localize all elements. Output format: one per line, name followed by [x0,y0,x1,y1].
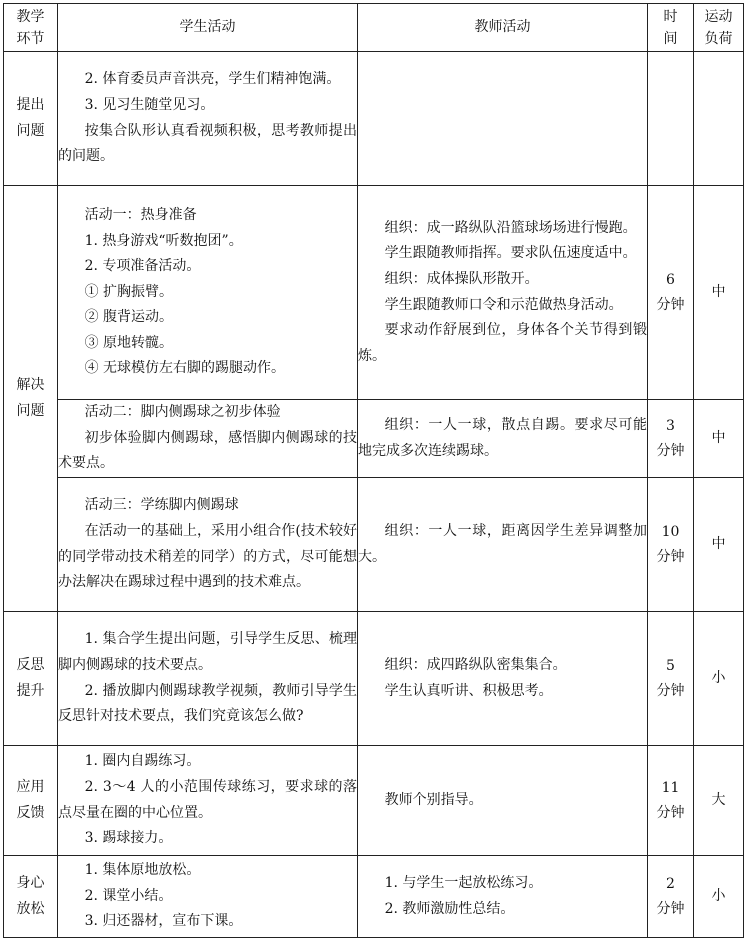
teacher-relax-line: 2. 教师激励性总结。 [384,900,515,917]
teacher-solve-1-line: 要求动作舒展到位，身体各个关节得到锻炼。 [358,322,647,364]
row-reflect [4,612,744,746]
row-solve-1 [4,186,744,400]
student-apply-line: 3. 踢球接力。 [84,830,173,847]
load-solve-3: 中 [694,478,744,612]
student-reflect-line: 2. 播放脚内侧踢球教学视频，教师引导学生反思针对技术要点，我们究竟该怎么做? [58,682,357,725]
student-ask [58,52,358,186]
student-solve-1-line: ① 扩胸振臂。 [84,283,174,300]
header-stage-line2: 环节 [16,30,45,47]
load-apply: 大 [694,746,744,856]
row-solve-3 [4,478,744,612]
stage-reflect [4,612,58,746]
time-relax [648,856,694,938]
teacher-solve-1 [358,186,648,400]
teacher-solve-1-line: 组织：成体操队形散开。 [384,270,539,287]
time-value: 6 [666,271,675,288]
load-relax: 小 [694,856,744,938]
teacher-reflect [358,612,648,746]
header-load-line2: 负荷 [704,30,733,47]
stage-apply [4,746,58,856]
time-ask [648,52,694,186]
time-unit: 分钟 [656,804,685,821]
student-solve-1 [58,186,358,400]
teacher-reflect-line: 组织：成四路纵队密集集合。 [384,656,567,673]
student-relax-line: 2. 课堂小结。 [84,887,173,904]
time-reflect [648,612,694,746]
student-solve-3-line: 在活动一的基础上，采用小组合作(技术较好的同学带动技术稍差的同学）的方式，尽可能想办法解决在踢球过程中遇到的技术难点。 [58,522,357,591]
teacher-solve-2-line: 组织：一人一球，散点自踢。要求尽可能地完成多次连续踢球。 [358,416,647,459]
teacher-apply [358,746,648,856]
row-solve-2 [4,400,744,478]
student-ask-line: 按集合队形认真看视频积极，思考教师提出的问题。 [58,122,357,165]
load-solve-1: 中 [694,186,744,400]
row-apply [4,746,744,856]
student-relax-line: 3. 归还器材，宣布下课。 [84,913,243,930]
stage-solve-line2: 问题 [16,402,45,419]
student-relax-line: 1. 集体原地放松。 [84,862,201,879]
student-solve-1-line: 活动一：热身准备 [84,206,197,223]
student-solve-3 [58,478,358,612]
stage-ask-line2: 问题 [16,122,45,139]
header-load [694,4,744,52]
time-solve-3 [648,478,694,612]
student-reflect-line: 1. 集合学生提出问题，引导学生反思、梳理脚内侧踢球的技术要点。 [58,631,357,673]
student-solve-1-line: 1. 热身游戏“听数抱团”。 [84,232,243,249]
student-relax [58,856,358,938]
time-unit: 分钟 [656,296,685,313]
time-value: 2 [666,875,675,892]
teacher-solve-2 [358,400,648,478]
stage-relax-line1: 身心 [16,874,45,891]
time-unit: 分钟 [656,900,685,917]
stage-solve [4,186,58,612]
time-apply [648,746,694,856]
header-time [648,4,694,52]
stage-ask-line1: 提出 [16,96,45,113]
stage-apply-line1: 应用 [16,778,45,795]
stage-reflect-line1: 反思 [16,656,45,673]
student-solve-2-line: 初步体验脚内侧踢球，感悟脚内侧踢球的技术要点。 [58,429,357,472]
time-unit: 分钟 [656,548,685,565]
time-unit: 分钟 [656,442,685,459]
student-solve-1-line: ② 腹背运动。 [84,309,174,326]
student-ask-line: 2. 体育委员声音洪亮，学生们精神饱满。 [84,71,341,88]
stage-relax-line2: 放松 [16,900,45,917]
header-row [4,4,744,52]
teacher-solve-1-line: 学生跟随教师指挥。要求队伍速度适中。 [384,245,637,262]
header-stage-line1: 教学 [16,8,45,25]
teacher-reflect-line: 学生认真听讲、积极思考。 [384,682,553,699]
teacher-relax [358,856,648,938]
header-load-line1: 运动 [704,8,733,25]
teacher-apply-line: 教师个别指导。 [384,791,483,808]
time-value: 5 [666,657,675,674]
header-time-line1: 时 [663,8,678,25]
load-ask [694,52,744,186]
teacher-relax-line: 1. 与学生一起放松练习。 [384,874,543,891]
stage-apply-line2: 反馈 [16,804,45,821]
student-solve-1-line: ④ 无球模仿左右脚的踢腿动作。 [84,360,286,377]
teacher-ask [358,52,648,186]
student-solve-1-line: 2. 专项准备活动。 [84,258,201,275]
load-reflect: 小 [694,612,744,746]
student-solve-2 [58,400,358,478]
header-stage [4,4,58,52]
stage-solve-line1: 解决 [16,376,45,393]
load-solve-2: 中 [694,400,744,478]
time-value: 10 [661,523,680,540]
row-ask [4,52,744,186]
time-value: 11 [661,779,680,796]
time-unit: 分钟 [656,682,685,699]
student-solve-2-line: 活动二：脚内侧踢球之初步体验 [84,404,281,421]
stage-reflect-line2: 提升 [16,682,45,699]
teacher-solve-1-line: 学生跟随教师口令和示范做热身活动。 [384,296,623,313]
stage-relax [4,856,58,938]
student-ask-line: 3. 见习生随堂见习。 [84,96,215,113]
header-time-line2: 间 [663,30,678,47]
student-reflect [58,612,358,746]
student-apply-line: 1. 圈内自踢练习。 [84,753,201,770]
teacher-solve-3 [358,478,648,612]
time-solve-1 [648,186,694,400]
student-solve-1-line: ③ 原地转髋。 [84,334,174,351]
student-solve-3-line: 活动三：学练脚内侧踢球 [84,497,239,514]
time-value: 3 [666,417,675,434]
header-teacher: 教师活动 [358,4,648,52]
student-apply [58,746,358,856]
header-student: 学生活动 [58,4,358,52]
lesson-plan-table [3,3,744,938]
teacher-solve-1-line: 组织：成一路纵队沿篮球场场进行慢跑。 [384,219,637,236]
stage-ask [4,52,58,186]
student-apply-line: 2. 3～4 人的小范围传球练习，要求球的落点尽量在圈的中心位置。 [58,778,357,821]
time-solve-2 [648,400,694,478]
row-relax [4,856,744,938]
teacher-solve-3-line: 组织：一人一球，距离因学生差异调整加大。 [358,522,647,565]
